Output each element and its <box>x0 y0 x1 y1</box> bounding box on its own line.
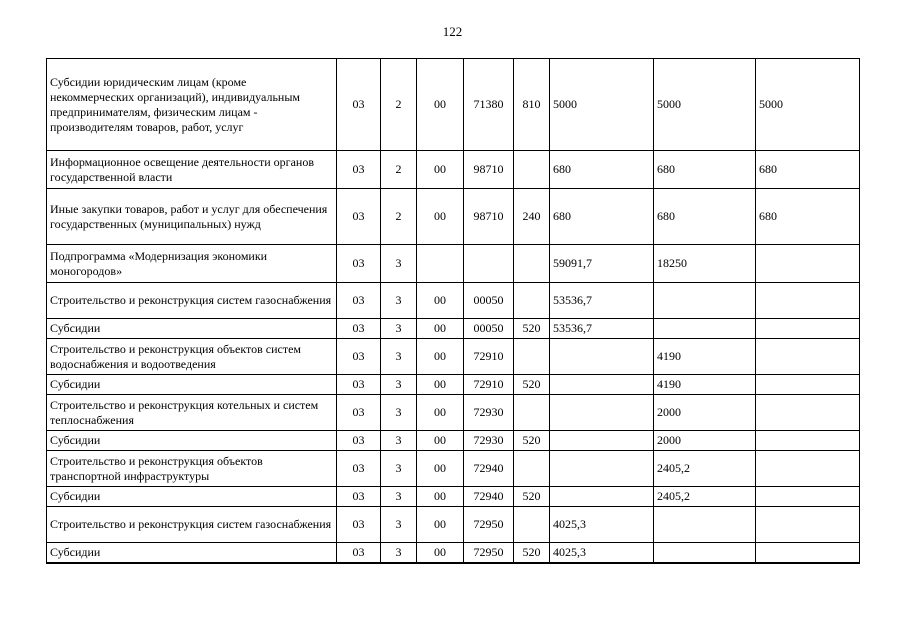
code-expense-type <box>514 451 550 487</box>
value-year-2: 2405,2 <box>654 451 756 487</box>
code-direction: 98710 <box>464 151 514 189</box>
code-subprogram: 00 <box>417 283 464 319</box>
code-direction: 72910 <box>464 339 514 375</box>
code-expense-type <box>514 395 550 431</box>
row-name: Субсидии <box>47 543 337 564</box>
table-row <box>47 339 860 375</box>
value-year-2: 2405,2 <box>654 487 756 507</box>
table-row <box>47 151 860 189</box>
table-body <box>47 59 860 564</box>
value-year-1: 59091,7 <box>550 245 654 283</box>
code-section: 03 <box>337 283 381 319</box>
code-program: 3 <box>381 507 417 543</box>
value-year-2 <box>654 283 756 319</box>
code-section: 03 <box>337 151 381 189</box>
value-year-2: 5000 <box>654 59 756 151</box>
code-expense-type: 520 <box>514 543 550 564</box>
code-program: 3 <box>381 245 417 283</box>
row-name: Подпрограмма «Модернизация экономики моногородов» <box>47 245 337 283</box>
code-expense-type <box>514 245 550 283</box>
row-name: Иные закупки товаров, работ и услуг для обеспечения государственных (муниципальных) нужд <box>47 189 337 245</box>
code-subprogram: 00 <box>417 189 464 245</box>
code-subprogram: 00 <box>417 507 464 543</box>
value-year-3 <box>756 451 860 487</box>
page-number: 122 <box>442 24 463 39</box>
value-year-3 <box>756 487 860 507</box>
code-section: 03 <box>337 451 381 487</box>
code-program: 2 <box>381 59 417 151</box>
code-section: 03 <box>337 395 381 431</box>
code-direction: 72930 <box>464 395 514 431</box>
code-subprogram: 00 <box>417 59 464 151</box>
value-year-1: 4025,3 <box>550 507 654 543</box>
value-year-1 <box>550 395 654 431</box>
code-section: 03 <box>337 339 381 375</box>
value-year-1 <box>550 451 654 487</box>
code-direction <box>464 245 514 283</box>
code-direction: 98710 <box>464 189 514 245</box>
code-section: 03 <box>337 375 381 395</box>
value-year-3 <box>756 319 860 339</box>
table-row <box>47 59 860 151</box>
value-year-3: 5000 <box>756 59 860 151</box>
code-subprogram: 00 <box>417 487 464 507</box>
code-subprogram: 00 <box>417 375 464 395</box>
code-expense-type <box>514 339 550 375</box>
code-expense-type <box>514 151 550 189</box>
row-name: Информационное освещение деятельности органов государственной власти <box>47 151 337 189</box>
value-year-1: 5000 <box>550 59 654 151</box>
table-row <box>47 245 860 283</box>
value-year-2: 2000 <box>654 395 756 431</box>
table-row <box>47 283 860 319</box>
code-section: 03 <box>337 189 381 245</box>
value-year-2 <box>654 319 756 339</box>
value-year-1: 4025,3 <box>550 543 654 564</box>
value-year-3 <box>756 395 860 431</box>
code-program: 3 <box>381 375 417 395</box>
code-direction: 00050 <box>464 283 514 319</box>
value-year-1: 680 <box>550 151 654 189</box>
table-row <box>47 487 860 507</box>
row-name: Строительство и реконструкция систем газоснабжения <box>47 283 337 319</box>
code-subprogram: 00 <box>417 339 464 375</box>
code-section: 03 <box>337 487 381 507</box>
row-name: Строительство и реконструкция котельных и систем теплоснабжения <box>47 395 337 431</box>
value-year-2: 4190 <box>654 339 756 375</box>
row-name: Субсидии юридическим лицам (кроме некоммерческих организаций), индивидуальным предпринимателям, физическим лицам - производителям товаров, работ, услуг <box>47 59 337 151</box>
value-year-1 <box>550 487 654 507</box>
code-expense-type: 520 <box>514 487 550 507</box>
code-program: 3 <box>381 283 417 319</box>
value-year-2: 680 <box>654 151 756 189</box>
code-direction: 72910 <box>464 375 514 395</box>
table-row <box>47 431 860 451</box>
code-subprogram: 00 <box>417 395 464 431</box>
row-name: Строительство и реконструкция систем газоснабжения <box>47 507 337 543</box>
code-subprogram: 00 <box>417 451 464 487</box>
value-year-1: 680 <box>550 189 654 245</box>
code-program: 3 <box>381 487 417 507</box>
code-direction: 72950 <box>464 543 514 564</box>
code-direction: 00050 <box>464 319 514 339</box>
budget-table <box>46 58 860 564</box>
code-expense-type: 240 <box>514 189 550 245</box>
code-direction: 72930 <box>464 431 514 451</box>
code-program: 2 <box>381 151 417 189</box>
value-year-1 <box>550 431 654 451</box>
table-row <box>47 451 860 487</box>
code-section: 03 <box>337 543 381 564</box>
value-year-3 <box>756 507 860 543</box>
value-year-3: 680 <box>756 189 860 245</box>
value-year-1: 53536,7 <box>550 319 654 339</box>
row-name: Субсидии <box>47 375 337 395</box>
code-program: 3 <box>381 451 417 487</box>
code-direction: 71380 <box>464 59 514 151</box>
value-year-3 <box>756 375 860 395</box>
table-row <box>47 189 860 245</box>
code-subprogram: 00 <box>417 431 464 451</box>
table-row <box>47 543 860 564</box>
value-year-1 <box>550 339 654 375</box>
value-year-2: 4190 <box>654 375 756 395</box>
code-subprogram <box>417 245 464 283</box>
code-subprogram: 00 <box>417 151 464 189</box>
value-year-2: 18250 <box>654 245 756 283</box>
value-year-2 <box>654 507 756 543</box>
code-program: 3 <box>381 339 417 375</box>
code-expense-type: 520 <box>514 319 550 339</box>
value-year-3 <box>756 431 860 451</box>
code-program: 3 <box>381 319 417 339</box>
code-program: 3 <box>381 395 417 431</box>
table-row <box>47 319 860 339</box>
code-section: 03 <box>337 319 381 339</box>
value-year-3: 680 <box>756 151 860 189</box>
code-section: 03 <box>337 59 381 151</box>
value-year-2 <box>654 543 756 564</box>
value-year-2: 680 <box>654 189 756 245</box>
value-year-1: 53536,7 <box>550 283 654 319</box>
code-program: 2 <box>381 189 417 245</box>
code-section: 03 <box>337 431 381 451</box>
table-row <box>47 507 860 543</box>
row-name: Субсидии <box>47 487 337 507</box>
row-name: Субсидии <box>47 319 337 339</box>
code-expense-type: 520 <box>514 431 550 451</box>
table-row <box>47 375 860 395</box>
code-subprogram: 00 <box>417 543 464 564</box>
code-subprogram: 00 <box>417 319 464 339</box>
value-year-2: 2000 <box>654 431 756 451</box>
value-year-1 <box>550 375 654 395</box>
value-year-3 <box>756 543 860 564</box>
code-program: 3 <box>381 543 417 564</box>
code-expense-type <box>514 283 550 319</box>
value-year-3 <box>756 245 860 283</box>
row-name: Строительство и реконструкция объектов транспортной инфраструктуры <box>47 451 337 487</box>
code-expense-type: 810 <box>514 59 550 151</box>
table-row <box>47 395 860 431</box>
value-year-3 <box>756 283 860 319</box>
value-year-3 <box>756 339 860 375</box>
code-direction: 72940 <box>464 451 514 487</box>
code-program: 3 <box>381 431 417 451</box>
code-section: 03 <box>337 245 381 283</box>
row-name: Строительство и реконструкция объектов систем водоснабжения и водоотведения <box>47 339 337 375</box>
row-name: Субсидии <box>47 431 337 451</box>
code-section: 03 <box>337 507 381 543</box>
code-expense-type <box>514 507 550 543</box>
code-direction: 72940 <box>464 487 514 507</box>
code-expense-type: 520 <box>514 375 550 395</box>
code-direction: 72950 <box>464 507 514 543</box>
